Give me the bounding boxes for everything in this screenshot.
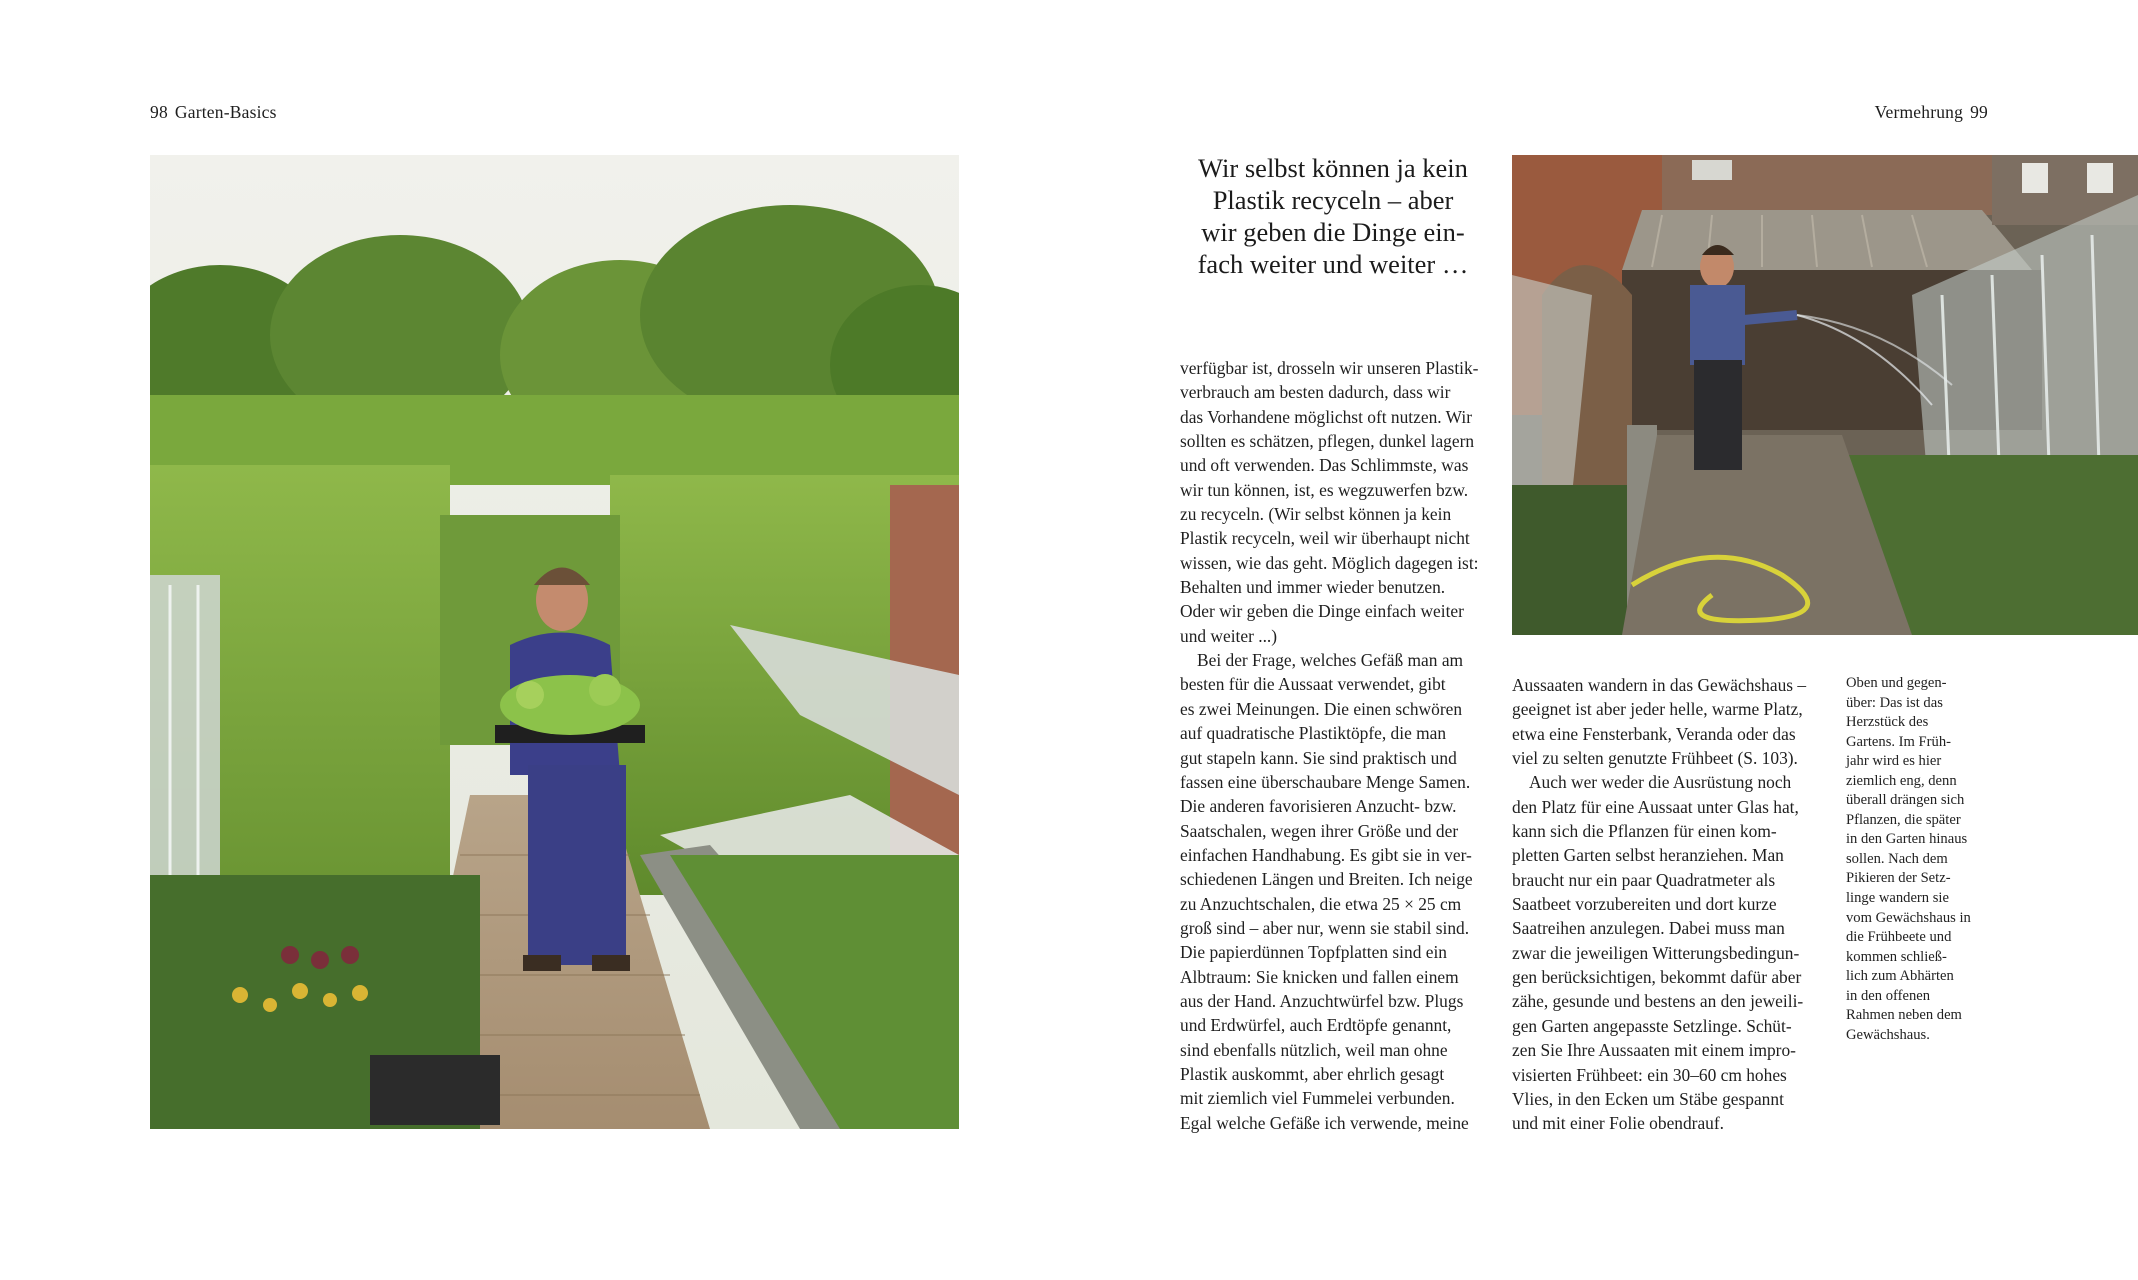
caption-line: Gartens. Im Früh- xyxy=(1846,733,1951,750)
caption-line: in den offenen xyxy=(1846,987,1931,1004)
caption-line: die Frühbeete und xyxy=(1846,929,1952,946)
caption-line: sollen. Nach dem xyxy=(1846,850,1948,867)
body-line: verbrauch am besten dadurch, dass wir xyxy=(1180,382,1451,403)
caption-line: ziemlich eng, denn xyxy=(1846,772,1957,789)
running-head-left xyxy=(150,102,277,123)
body-line: etwa eine Fensterbank, Veranda oder das xyxy=(1512,723,1796,744)
body-line: zähe, gesunde und bestens an den jeweili- xyxy=(1512,991,1804,1012)
page-number-left: 98 xyxy=(150,102,168,122)
body-line: schiedenen Längen und Breiten. Ich neige xyxy=(1180,869,1473,890)
body-line: sollten es schätzen, pflegen, dunkel lagern xyxy=(1180,431,1475,452)
body-line: Vlies, in den Ecken um Stäbe gespannt xyxy=(1512,1088,1784,1109)
caption-line: Gewächshaus. xyxy=(1846,1026,1930,1043)
body-line: geeignet ist aber jeder helle, warme Platz, xyxy=(1512,699,1803,720)
pull-quote-line: Plastik recyceln – aber xyxy=(1212,185,1454,215)
body-line: Oder wir geben die Dinge einfach weiter xyxy=(1180,601,1464,622)
body-line: viel zu selten genutzte Frühbeet (S. 103). xyxy=(1512,748,1798,769)
body-line: Plastik auskommt, aber ehrlich gesagt xyxy=(1180,1063,1445,1084)
body-line: zen Sie Ihre Aussaaten mit einem impro- xyxy=(1512,1040,1796,1061)
caption-line: lich zum Abhärten xyxy=(1846,968,1954,985)
caption-line: Rahmen neben dem xyxy=(1846,1007,1962,1024)
caption-line: kommen schließ- xyxy=(1846,948,1947,965)
body-text-column-1 xyxy=(1180,356,1486,1135)
body-line: aus der Hand. Anzuchtwürfel bzw. Plugs xyxy=(1180,990,1464,1011)
caption-line: Pikieren der Setz- xyxy=(1846,870,1951,887)
body-line: es zwei Meinungen. Die einen schwören xyxy=(1180,698,1463,719)
body-line: Plastik recyceln, weil wir überhaupt nicht xyxy=(1180,528,1470,549)
body-line: fassen eine überschaubare Menge Samen. xyxy=(1180,771,1471,792)
body-line: gut stapeln kann. Sie sind praktisch und xyxy=(1180,747,1457,768)
photo-gardener-carrying-seedling-tray xyxy=(150,155,959,1129)
caption-line: jahr wird es hier xyxy=(1846,753,1942,770)
caption-line: über: Das ist das xyxy=(1846,694,1943,711)
body-line: Die anderen favorisieren Anzucht- bzw. xyxy=(1180,796,1457,817)
section-title-left: Garten-Basics xyxy=(174,102,277,122)
body-line: Egal welche Gefäße ich verwende, meine xyxy=(1180,1112,1469,1133)
body-line: den Platz für eine Aussaat unter Glas hat, xyxy=(1512,796,1799,817)
body-line: und Erdwürfel, auch Erdtöpfe genannt, xyxy=(1180,1015,1452,1036)
body-line: und weiter ...) xyxy=(1180,625,1278,646)
body-line: Auch wer weder die Ausrüstung noch xyxy=(1529,772,1792,793)
page-number-right: 99 xyxy=(1970,102,1988,122)
caption-line: Herzstück des xyxy=(1846,714,1929,731)
body-line: besten für die Aussaat verwendet, gibt xyxy=(1180,674,1446,695)
body-text-column-2 xyxy=(1512,673,1818,1136)
body-line: Die papierdünnen Topfplatten sind ein xyxy=(1180,942,1447,963)
body-line: zwar die jeweiligen Witterungsbedingun- xyxy=(1512,942,1800,963)
caption-line: in den Garten hinaus xyxy=(1846,831,1968,848)
body-line: verfügbar ist, drosseln wir unseren Plastik- xyxy=(1180,358,1479,378)
body-line: Aussaaten wandern in das Gewächshaus – xyxy=(1512,675,1807,695)
pull-quote-line: Wir selbst können ja kein xyxy=(1198,153,1468,183)
body-line: groß sind – aber nur, wenn sie stabil sind. xyxy=(1180,917,1470,938)
body-line: Saatbeet vorzubereiten und dort kurze xyxy=(1512,894,1777,915)
body-line: und mit einer Folie obendrauf. xyxy=(1512,1113,1725,1134)
body-line: gen berücksichtigen, bekommt dafür aber xyxy=(1512,967,1802,988)
body-line: braucht nur ein paar Quadratmeter als xyxy=(1512,869,1776,890)
caption-line: vom Gewächshaus in xyxy=(1846,909,1971,926)
body-line: Albtraum: Sie knicken und fallen einem xyxy=(1180,966,1459,987)
pull-quote-line: fach weiter und weiter … xyxy=(1197,249,1469,279)
body-line: gen Garten angepasste Setzlinge. Schüt- xyxy=(1512,1015,1792,1036)
body-line: pletten Garten selbst heranziehen. Man xyxy=(1512,845,1784,866)
pull-quote-line: wir geben die Dinge ein- xyxy=(1201,217,1465,247)
body-line: auf quadratische Plastiktöpfe, die man xyxy=(1180,723,1447,744)
pull-quote xyxy=(1178,152,1488,280)
body-line: einfachen Handhabung. Es gibt sie in ver- xyxy=(1180,844,1472,865)
body-line: visierten Frühbeet: ein 30–60 cm hohes xyxy=(1512,1064,1787,1085)
body-line: zu recyceln. (Wir selbst können ja kein xyxy=(1180,504,1452,525)
body-line: mit ziemlich viel Fummelei verbunden. xyxy=(1180,1088,1455,1109)
caption-line: überall drängen sich xyxy=(1846,792,1965,809)
body-line: wissen, wie das geht. Möglich dagegen ist: xyxy=(1180,552,1479,573)
body-line: wir tun können, ist, es wegzuwerfen bzw. xyxy=(1180,479,1469,500)
caption-line: Pflanzen, die später xyxy=(1846,811,1961,828)
caption-line: linge wandern sie xyxy=(1846,890,1949,907)
caption-line: Oben und gegen- xyxy=(1846,675,1947,691)
section-title-right: Vermehrung xyxy=(1874,102,1964,122)
body-line: Saatschalen, wegen ihrer Größe und der xyxy=(1180,820,1459,841)
body-line: kann sich die Pflanzen für einen kom- xyxy=(1512,821,1777,842)
body-line: Bei der Frage, welches Gefäß man am xyxy=(1197,650,1464,671)
photo-caption xyxy=(1846,674,1988,1045)
body-line: und oft verwenden. Das Schlimmste, was xyxy=(1180,455,1469,476)
photo-gardener-watering-greenhouse xyxy=(1512,155,2138,635)
body-line: zu Anzuchtschalen, die etwa 25 × 25 cm xyxy=(1180,893,1462,914)
body-line: Behalten und immer wieder benutzen. xyxy=(1180,577,1446,598)
running-head-right xyxy=(1862,102,1988,123)
body-line: Saatreihen anzulegen. Dabei muss man xyxy=(1512,918,1785,939)
body-line: das Vorhandene möglichst oft nutzen. Wir xyxy=(1180,406,1472,427)
body-line: sind ebenfalls nützlich, weil man ohne xyxy=(1180,1039,1448,1060)
